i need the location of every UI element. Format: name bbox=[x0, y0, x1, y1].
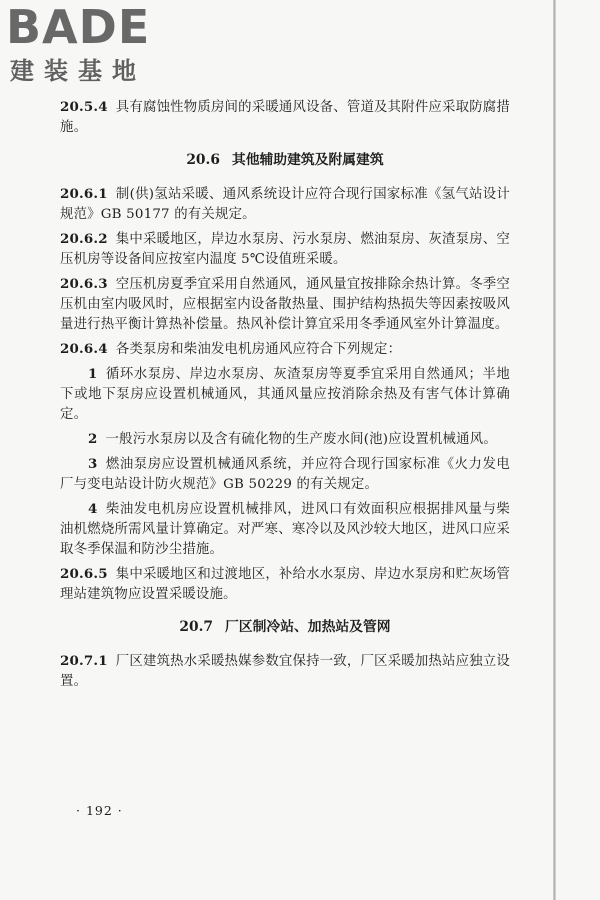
item-text: 循环水泵房、岸边水泵房、灰渣泵房等夏季宜采用自然通风；半地下或地下泵房应设置机械通风，其通风量应按消除余热及有害气体计算确定。 bbox=[60, 367, 510, 422]
item-number: 2 bbox=[88, 431, 98, 447]
clause-20-6-2 bbox=[60, 229, 510, 270]
section-heading-20-6 bbox=[60, 150, 510, 170]
clause-number: 20.6.3 bbox=[60, 276, 108, 292]
logo-wordmark: BADE bbox=[6, 0, 151, 54]
section-title: 其他辅助建筑及附属建筑 bbox=[231, 152, 384, 168]
document-body bbox=[60, 97, 510, 696]
item-number: 1 bbox=[88, 366, 98, 382]
clause-20-6-5 bbox=[60, 564, 510, 605]
clause-20-6-3 bbox=[60, 274, 510, 335]
clause-number: 20.6.1 bbox=[60, 186, 108, 202]
item-text: 一般污水泵房以及含有硫化物的生产废水间(池)应设置机械通风。 bbox=[105, 432, 497, 447]
section-title: 厂区制冷站、加热站及管网 bbox=[225, 619, 391, 635]
clause-text: 集中采暖地区和过渡地区，补给水水泵房、岸边水泵房和贮灰场管理站建筑物应设置采暖设施。 bbox=[60, 567, 510, 602]
item-number: 4 bbox=[88, 501, 98, 517]
clause-20-5-4 bbox=[60, 97, 510, 138]
section-number: 20.7 bbox=[179, 619, 214, 635]
clause-number: 20.7.1 bbox=[60, 653, 108, 669]
list-item-1 bbox=[60, 364, 510, 425]
section-number: 20.6 bbox=[186, 152, 220, 168]
list-item-2 bbox=[60, 429, 510, 450]
clause-text: 制(供)氢站采暖、通风系统设计应符合现行国家标准《氢气站设计规范》GB 50177 的有关规定。 bbox=[60, 187, 510, 222]
list-item-4 bbox=[60, 499, 510, 560]
logo-subtitle: 建装基地 bbox=[10, 57, 146, 85]
clause-text: 各类泵房和柴油发电机房通风应符合下列规定： bbox=[115, 342, 402, 357]
page-edge-shadow bbox=[553, 0, 556, 900]
clause-20-6-4 bbox=[60, 339, 510, 360]
section-heading-20-7 bbox=[60, 617, 510, 637]
item-text: 柴油发电机房应设置机械排风，进风口有效面积应根据排风量与柴油机燃烧所需风量计算确定。对严寒、寒冷以及风沙较大地区，进风口应采取冬季保温和防沙尘措施。 bbox=[60, 502, 510, 557]
item-number: 3 bbox=[88, 456, 98, 472]
clause-number: 20.5.4 bbox=[60, 99, 108, 115]
watermark-logo bbox=[6, 2, 150, 86]
clause-number: 20.6.5 bbox=[60, 566, 108, 582]
clause-number: 20.6.4 bbox=[60, 341, 108, 357]
clause-number: 20.6.2 bbox=[60, 231, 108, 247]
page-number: · 192 · bbox=[76, 803, 123, 818]
clause-text: 集中采暖地区，岸边水泵房、污水泵房、燃油泵房、灰渣泵房、空压机房等设备间应按室内温度 5℃设值班采暖。 bbox=[60, 232, 510, 267]
clause-text: 具有腐蚀性物质房间的采暖通风设备、管道及其附件应采取防腐措施。 bbox=[60, 100, 510, 135]
list-item-3 bbox=[60, 454, 510, 495]
clause-20-7-1 bbox=[60, 651, 510, 692]
item-text: 燃油泵房应设置机械通风系统，并应符合现行国家标准《火力发电厂与变电站设计防火规范》GB 50229 的有关规定。 bbox=[60, 457, 510, 492]
clause-text: 厂区建筑热水采暖热媒参数宜保持一致，厂区采暖加热站应独立设置。 bbox=[60, 654, 510, 689]
clause-text: 空压机房夏季宜采用自然通风，通风量宜按排除余热计算。冬季空压机由室内吸风时，应根据室内设备散热量、围护结构热损失等因素按吸风量进行热平衡计算热补偿量。热风补偿计算宜采用冬季通风室外计算温度。 bbox=[60, 277, 510, 332]
clause-20-6-1 bbox=[60, 184, 510, 225]
